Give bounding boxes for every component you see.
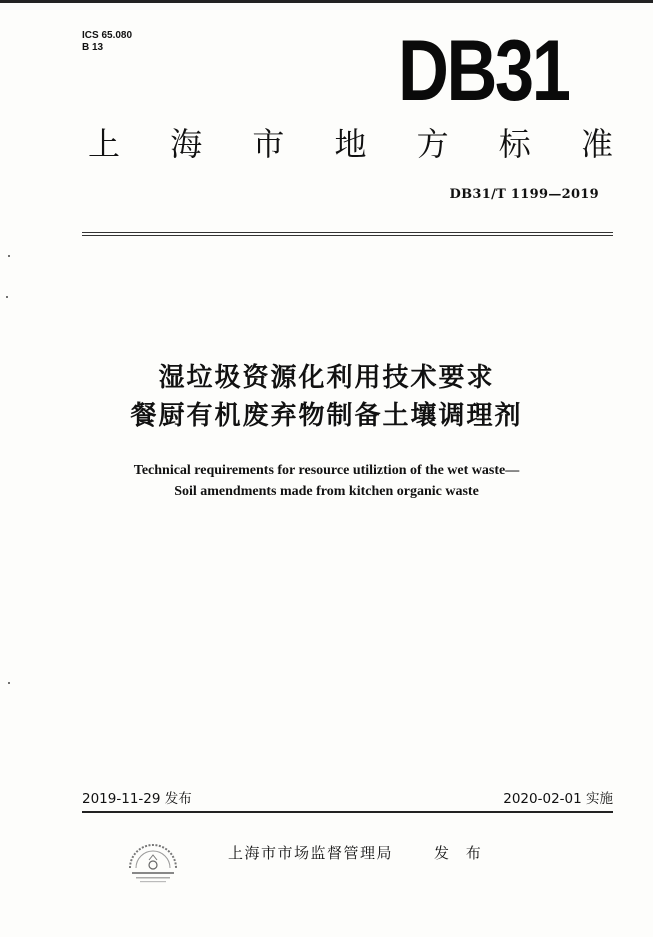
issuing-agency: 上海市市场监督管理局 (228, 844, 394, 862)
title-en-line1: Technical requirements for resource utiliztion of the wet waste— (133, 463, 520, 478)
title-en-line2: Soil amendments made from kitchen organic waste (174, 484, 479, 499)
release-date: 2019-11-29 发布 (82, 791, 192, 807)
ics-code: ICS 65.080 (82, 30, 133, 41)
issuer-char: 上 (88, 125, 121, 163)
scan-mark (8, 682, 10, 684)
footer-divider (82, 811, 613, 813)
scan-mark (6, 296, 8, 298)
issuer-char: 标 (498, 125, 531, 163)
header-divider (82, 232, 613, 236)
issuer-char: 准 (580, 125, 613, 163)
top-border-rule (0, 0, 653, 3)
implement-date: 2020-02-01 实施 (503, 791, 613, 807)
issuer-char: 市 (252, 125, 285, 163)
publish-label: 发 布 (434, 844, 487, 862)
issuer-char: 方 (416, 125, 449, 163)
title-cn-line2: 餐厨有机废弃物制备土壤调理剂 (130, 401, 523, 431)
scan-mark (8, 255, 10, 257)
agency-seal-icon (122, 838, 184, 886)
issuer-title (88, 124, 613, 164)
db31-logo: DB31 (398, 23, 569, 119)
ccs-code: B 13 (82, 42, 104, 53)
standard-number: DB31/T 1199—2019 (449, 187, 599, 202)
issuer-char: 海 (170, 125, 203, 163)
title-cn-line1: 湿垃圾资源化利用技术要求 (158, 363, 495, 393)
issuer-char: 地 (334, 125, 367, 163)
